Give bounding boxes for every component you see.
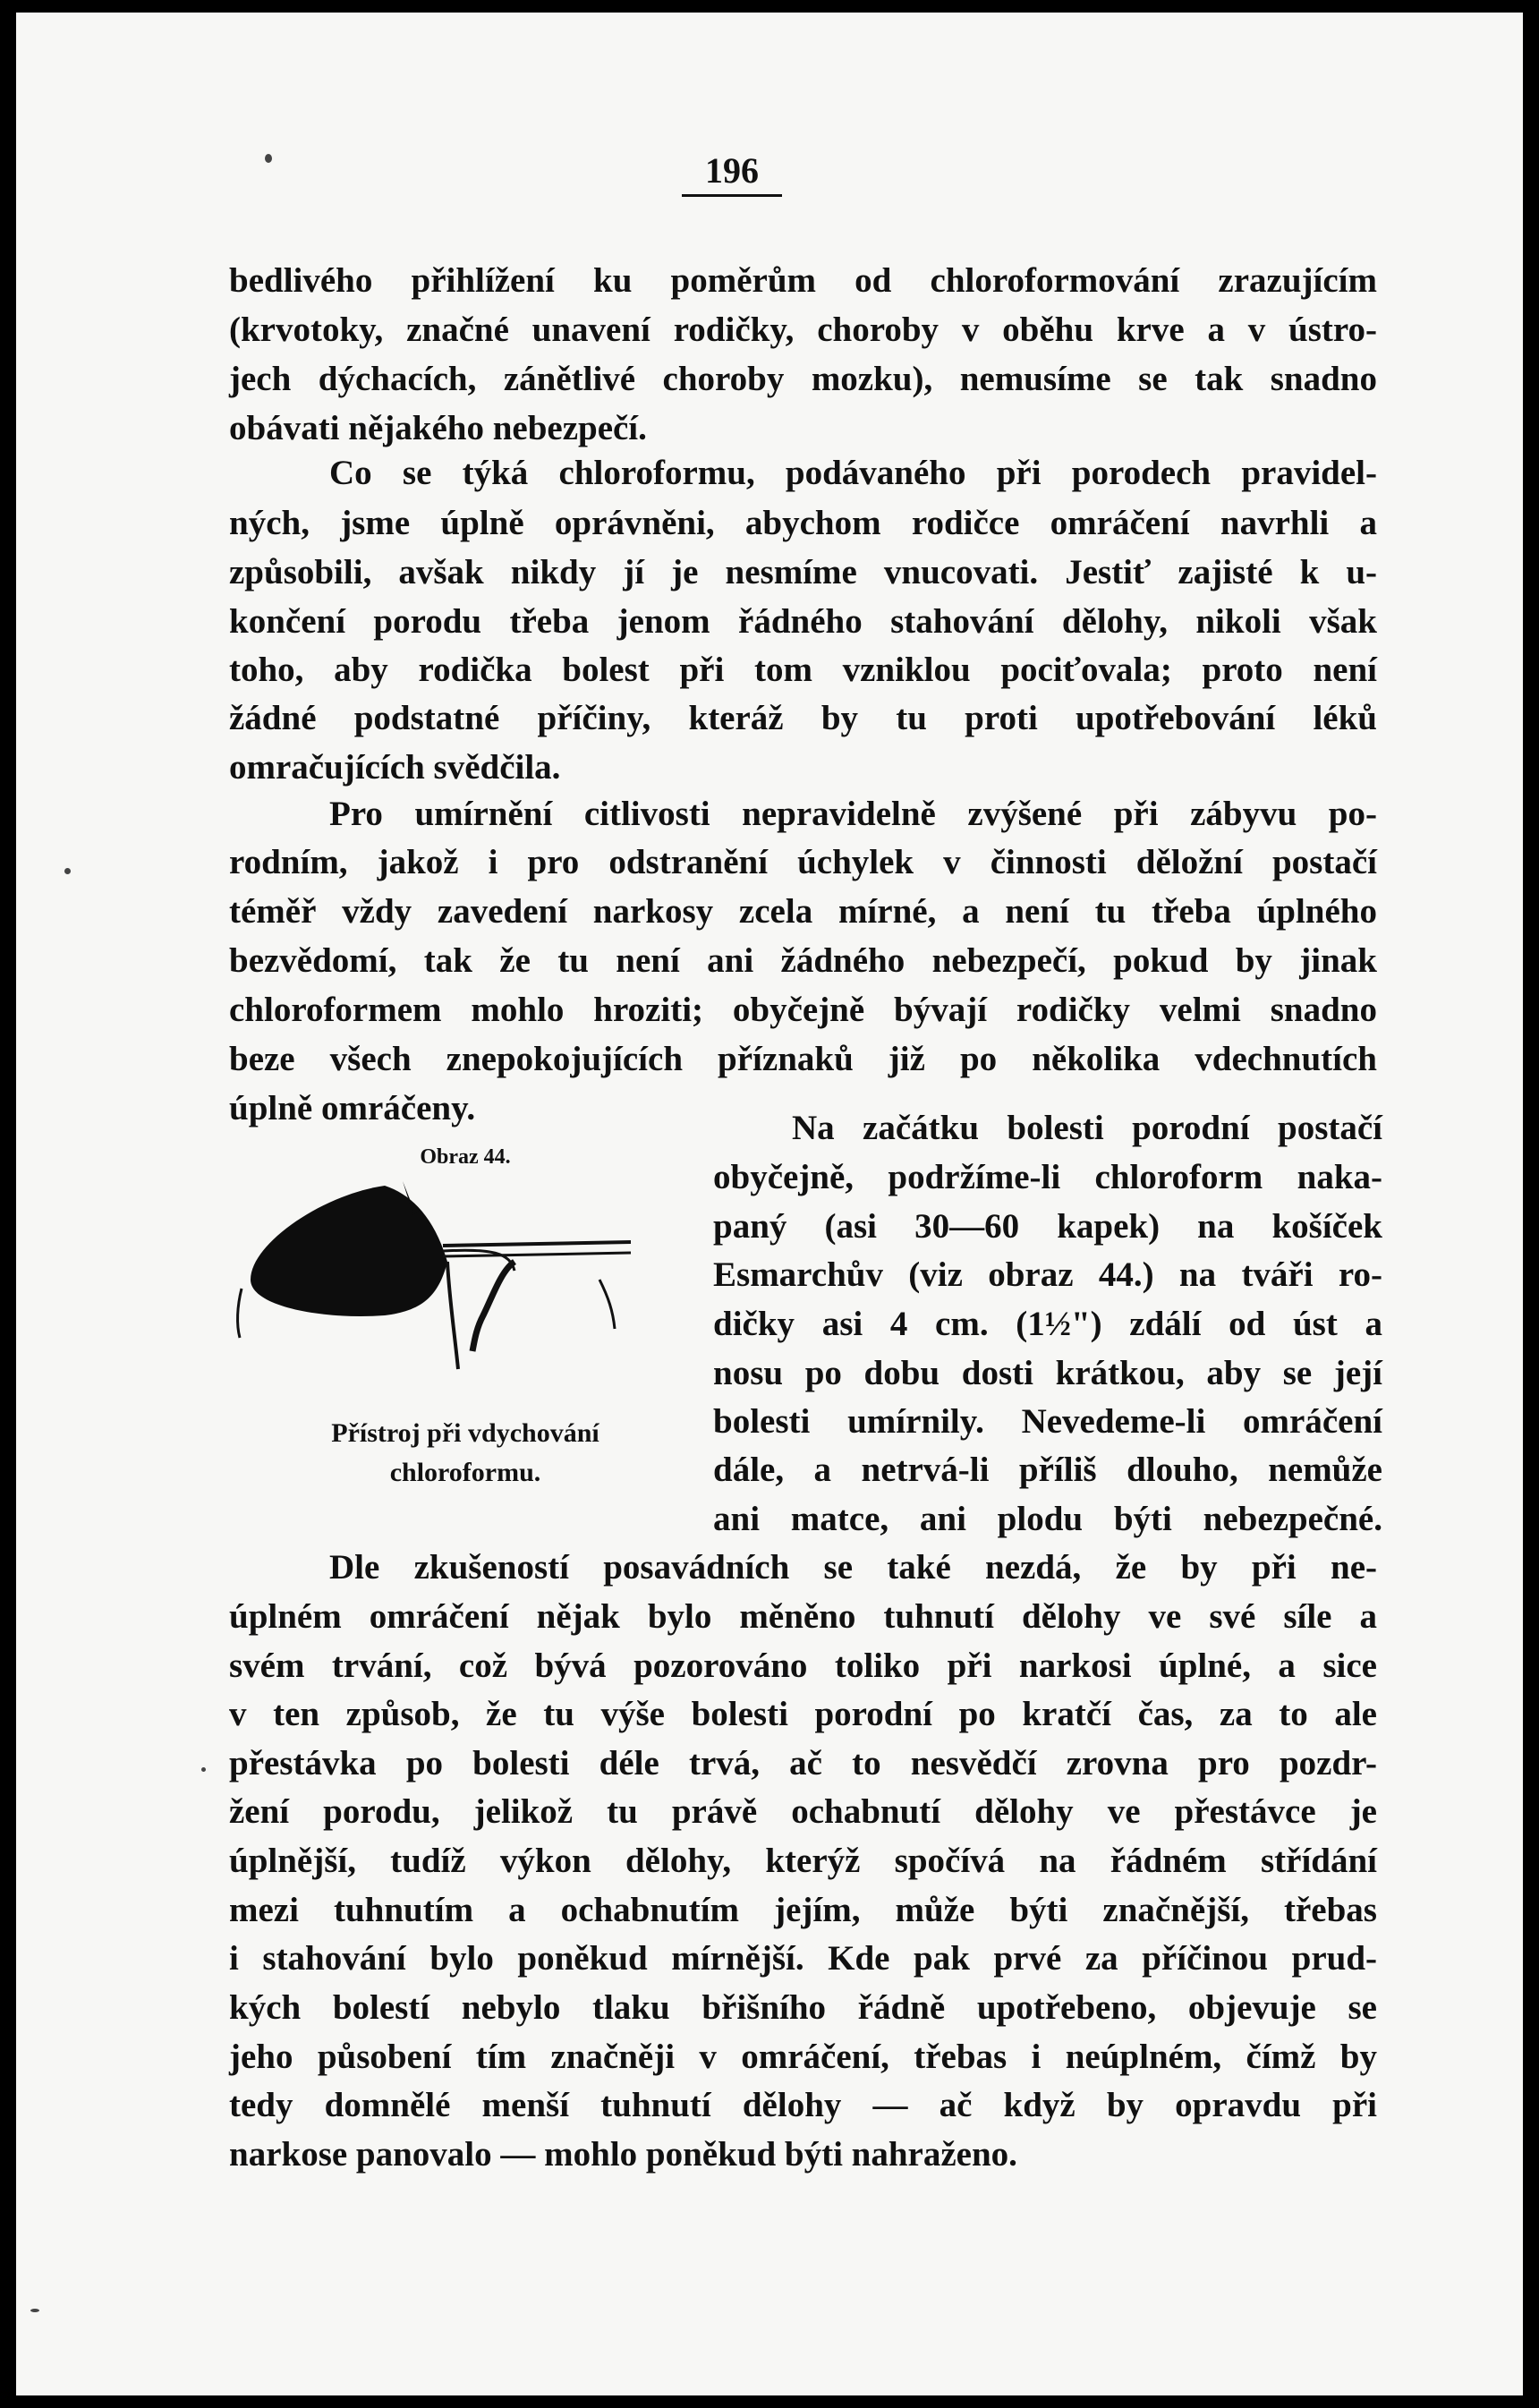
text-line: kých bolestí nebylo tlaku břišního řádně upotřebeno, objevuje se <box>229 1988 1377 2027</box>
text-line: dále, a netrvá-li příliš dlouho, nemůže <box>713 1451 1382 1489</box>
text-line: obyčejně, podržíme-li chloroform naka- <box>713 1158 1382 1196</box>
text-line: Co se týká chloroformu, podávaného při porodech pravidel- <box>329 454 1377 492</box>
text-line: Pro umírnění citlivosti nepravidelně zvýšené při zábyvu po- <box>329 795 1377 833</box>
text-line: ani matce, ani plodu býti nebezpečné. <box>713 1500 1382 1538</box>
text-line: úplném omráčení nějak bylo měněno tuhnutí dělohy ve své síle a <box>229 1597 1377 1636</box>
scan-speck <box>64 868 71 874</box>
text-line: i stahování bylo poněkud mírnější. Kde pak prvé za příčinou prud- <box>229 1939 1377 1978</box>
text-line: obávati nějakého nebezpečí. <box>229 409 647 447</box>
text-line: beze všech znepokojujících příznaků již po několika vdechnutích <box>229 1040 1377 1078</box>
scan-speck <box>30 2309 39 2312</box>
text-line: téměř vždy zavedení narkosy zcela mírné, a není tu třeba úplného <box>229 892 1377 931</box>
text-line: narkose panovalo — mohlo poněkud býti nahraženo. <box>229 2135 1017 2174</box>
mask-cup <box>251 1186 447 1316</box>
text-line: paný (asi 30—60 kapek) na košíček <box>713 1207 1382 1246</box>
text-line: (krvotoky, značné unavení rodičky, choroby v oběhu krve a v ústro- <box>229 311 1377 349</box>
figure-caption: Přístroj při vdychování chloroformu. <box>331 1418 599 1487</box>
text-line: chloroformem mohlo hroziti; obyčejně bývají rodičky velmi snadno <box>229 991 1377 1029</box>
text-line: jech dýchacích, zánětlivé choroby mozku), nemusíme se tak snadno <box>229 360 1377 398</box>
text-line: ných, jsme úplně oprávněni, abychom rodičce omráčení navrhli a <box>229 504 1377 542</box>
figure-title: Obraz 44. <box>420 1145 511 1169</box>
text-line: toho, aby rodička bolest při tom vzniklou pociťovala; proto není <box>229 651 1377 689</box>
text-line: úplnější, tudíž výkon dělohy, kterýž spočívá na řádném střídání <box>229 1842 1377 1880</box>
text-line: způsobili, avšak nikdy jí je nesmíme vnucovati. Jestiť zajisté k u- <box>229 553 1377 591</box>
text-line: v ten způsob, že tu výše bolesti porodní po kratčí čas, za to ale <box>229 1695 1377 1733</box>
text-line: žení porodu, jelikož tu právě ochabnutí dělohy ve přestávce je <box>229 1792 1377 1831</box>
text-line: končení porodu třeba jenom řádného stahování dělohy, nikoli však <box>229 602 1377 641</box>
scan-speck <box>201 1767 206 1772</box>
text-line: přestávka po bolesti déle trvá, ač to nesvědčí zrovna pro pozdr- <box>229 1744 1377 1783</box>
text-line: bolesti umírnily. Nevedeme-li omráčení <box>713 1402 1382 1441</box>
text-line: svém trvání, což bývá pozorováno toliko při narkosi úplné, a sice <box>229 1646 1377 1685</box>
text-line: žádné podstatné příčiny, kteráž by tu proti upotřebování léků <box>229 699 1377 737</box>
text-line: omračujících svědčila. <box>229 748 561 787</box>
text-line: Esmarchův (viz obraz 44.) na tváři ro- <box>713 1255 1382 1294</box>
text-line: Na začátku bolesti porodní postačí <box>792 1109 1382 1147</box>
chloroform-mask-figure <box>215 1163 680 1396</box>
text-line: bedlivého přihlížení ku poměrům od chloroformování zrazujícím <box>229 261 1377 300</box>
page-number: 196 <box>0 149 1539 197</box>
text-line: bezvědomí, tak že tu není ani žádného nebezpečí, pokud by jinak <box>229 941 1377 980</box>
scan-speck <box>265 154 272 163</box>
text-line: nosu po dobu dosti krátkou, aby se její <box>713 1354 1382 1392</box>
text-line: dičky asi 4 cm. (1½") zdálí od úst a <box>713 1305 1382 1343</box>
text-line: úplně omráčeny. <box>229 1089 476 1127</box>
text-line: rodním, jakož i pro odstranění úchylek v činnosti děložní postačí <box>229 843 1377 881</box>
text-line: mezi tuhnutím a ochabnutím jejím, může býti značnější, třebas <box>229 1891 1377 1929</box>
text-line: Dle zkušeností posavádních se také nezdá, že by při ne- <box>329 1548 1377 1587</box>
text-line: tedy domnělé menší tuhnutí dělohy — ač když by opravdu při <box>229 2086 1377 2124</box>
text-line: jeho působení tím značněji v omráčení, třebas i neúplném, čímž by <box>229 2038 1377 2076</box>
